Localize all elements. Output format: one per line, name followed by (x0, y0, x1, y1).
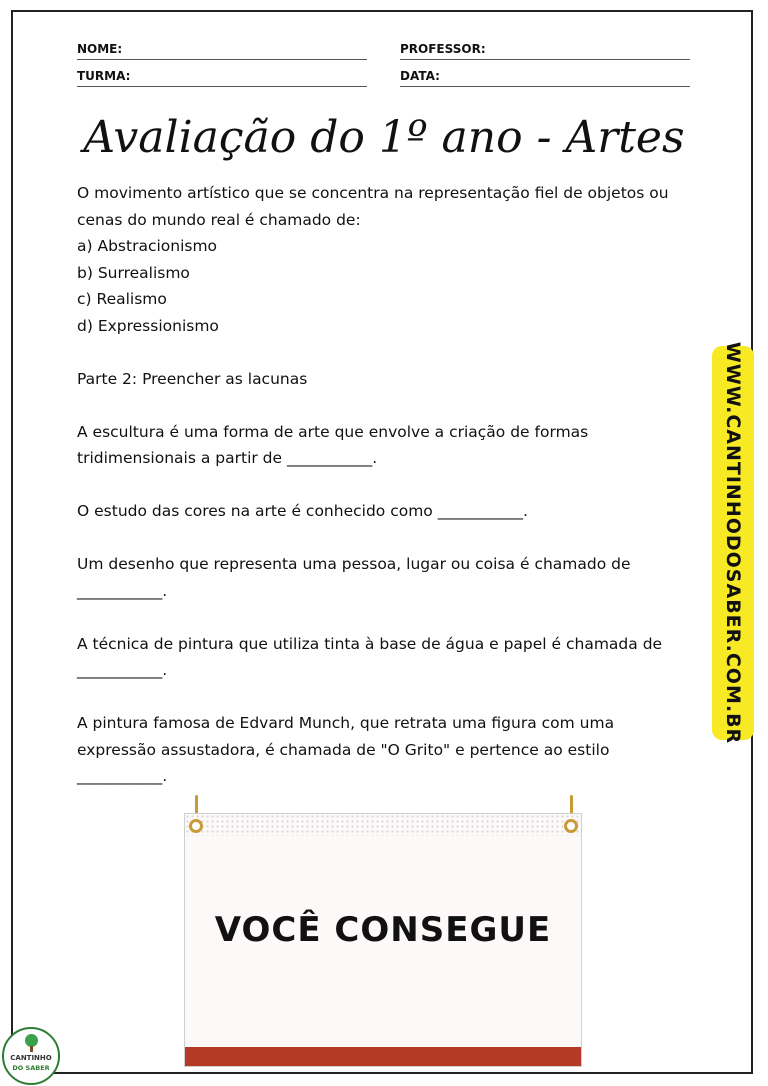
sign-hook-left-icon (189, 819, 203, 833)
option-b: b) Surrealismo (77, 263, 190, 282)
blank-1-line-2: tridimensionais a partir de ___________. (77, 449, 378, 467)
class-field[interactable] (77, 69, 367, 83)
name-line (77, 59, 367, 60)
option-c: c) Realismo (77, 290, 167, 308)
blank-1-line-1: A escultura é uma forma de arte que envolve a criação de formas (77, 422, 589, 441)
professor-line (400, 59, 690, 60)
website-url: WWW.CANTINHODOSABER.COM.BR (722, 341, 744, 745)
logo-text-line-1: CANTINHO (10, 1054, 52, 1062)
sign-bottom-bar (185, 1047, 581, 1066)
sign-board (184, 813, 582, 1067)
website-banner (712, 341, 754, 745)
worksheet-content (77, 180, 697, 790)
name-field[interactable] (77, 42, 367, 56)
page-title: Avaliação do 1º ano - Artes (83, 112, 685, 163)
date-label: DATA: (400, 69, 440, 83)
blank-4-line-2: ___________. (77, 661, 168, 679)
logo (2, 1027, 60, 1085)
blank-5-line-1: A pintura famosa de Edvard Munch, que retrata uma figura com uma (77, 714, 615, 732)
blank-4-line-1: A técnica de pintura que utiliza tinta à base de água e papel é chamada de (77, 634, 663, 653)
part-2-heading: Parte 2: Preencher as lacunas (77, 369, 308, 388)
date-line (400, 86, 690, 87)
blank-3-line-1: Um desenho que representa uma pessoa, lugar ou coisa é chamado de (77, 555, 631, 573)
question-1-line-2: cenas do mundo real é chamado de: (77, 210, 361, 229)
professor-label: PROFESSOR: (400, 42, 486, 56)
date-field[interactable] (400, 69, 690, 83)
blank-5-line-2: expressão assustadora, é chamada de "O Grito" e pertence ao estilo (77, 740, 610, 759)
encouragement-sign (184, 813, 582, 1067)
option-a: a) Abstracionismo (77, 237, 218, 255)
tree-trunk-icon (30, 1046, 33, 1052)
class-label: TURMA: (77, 69, 131, 83)
sign-hook-right-icon (564, 819, 578, 833)
sign-dot-pattern (185, 814, 581, 836)
option-d: d) Expressionismo (77, 316, 219, 335)
blank-5-line-3: ___________. (77, 767, 168, 785)
class-line (77, 86, 367, 87)
blank-2-line-1: O estudo das cores na arte é conhecido como ___________. (77, 502, 528, 520)
logo-text-line-2: DO SABER (12, 1064, 50, 1072)
professor-field[interactable] (400, 42, 690, 56)
sign-text: VOCÊ CONSEGUE (214, 910, 552, 950)
name-label: NOME: (77, 42, 123, 56)
question-1-line-1: O movimento artístico que se concentra na representação fiel de objetos ou (77, 184, 669, 202)
blank-3-line-2: ___________. (77, 581, 168, 600)
